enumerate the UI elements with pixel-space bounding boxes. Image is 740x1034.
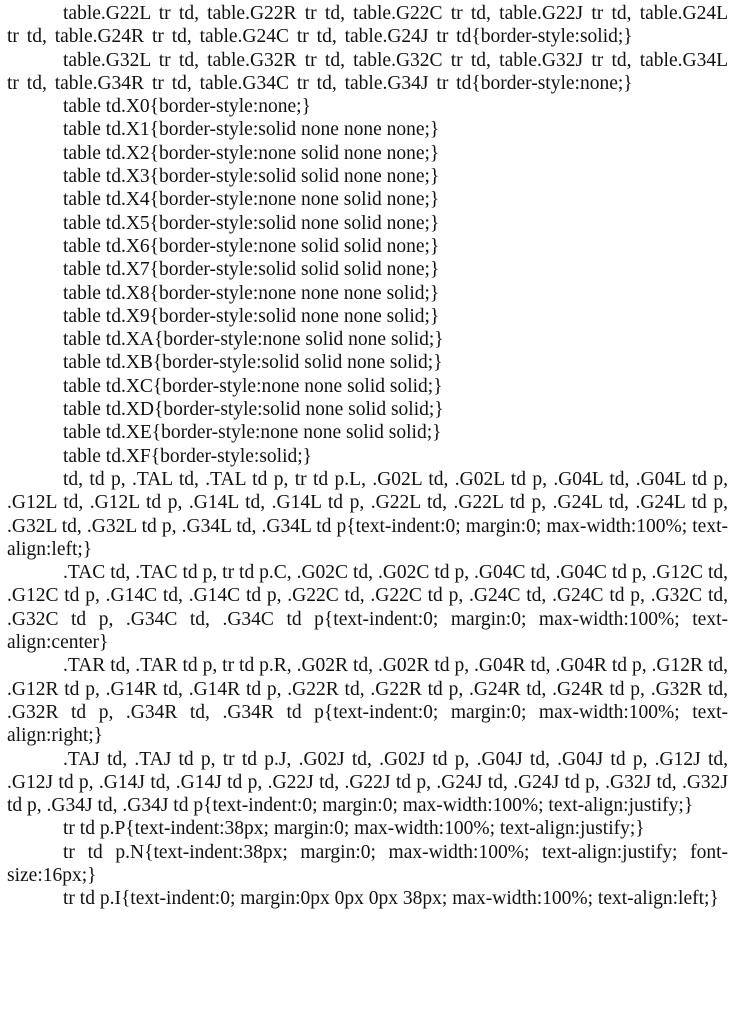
css-rule-line: table td.X0{border-style:none;} — [63, 96, 311, 118]
css-rule-line: table td.X4{border-style:none none solid none;} — [63, 189, 440, 211]
css-paragraph-i-class: tr td p.I{text-indent:0; margin:0px 0px 0px 38px; max-width:100%; text-align:left;} — [63, 888, 719, 910]
css-paragraph-justify-align: .TAJ td, .TAJ td p, tr td p.J, .G02J td, .G02J td p, .G04J td, .G04J td p, .G12J td, .G12J td p, .G14J td, .G14J td p, .G22J td, .G22J td p, .G24J td, .G24J td p, .G32J td, .G32J td p, .G34J td, .G34J td p{text-indent:0; margin:0; max-width:100%; text-align:justify;} — [7, 748, 728, 817]
css-rule-line: table td.XB{border-style:solid solid none solid;} — [63, 352, 443, 374]
css-paragraph-n-class: tr td p.N{text-indent:38px; margin:0; max-width:100%; text-align:justify; font-size:16px;} — [7, 841, 728, 886]
css-paragraph-left-align: td, td p, .TAL td, .TAL td p, tr td p.L, .G02L td, .G02L td p, .G04L td, .G04L td p, .G12L td, .G12L td p, .G14L td, .G14L td p, .G22L td, .G22L td p, .G24L td, .G24L td p, .G32L td, .G32L td p, .G34L td, .G34L td p{text-indent:0; margin:0; max-width:100%; text-align:left;} — [7, 468, 728, 560]
css-paragraph-right-align: .TAR td, .TAR td p, tr td p.R, .G02R td, .G02R td p, .G04R td, .G04R td p, .G12R td, .G12R td p, .G14R td, .G14R td p, .G22R td, .G22R td p, .G24R td, .G24R td p, .G32R td, .G32R td p, .G34R td, .G34R td p{text-indent:0; margin:0; max-width:100%; text-align:right;} — [7, 655, 728, 747]
css-rule-line: table td.X1{border-style:solid none none none;} — [63, 119, 440, 141]
css-rule-line: table td.X9{border-style:solid none none solid;} — [63, 305, 440, 327]
css-paragraph-g2x-borders: table.G22L tr td, table.G22R tr td, table.G22C tr td, table.G22J tr td, table.G24L tr td, table.G24R tr td, table.G24C tr td, table.G24J tr td{border-style:solid;} — [7, 3, 728, 48]
css-rule-line: table td.X6{border-style:none solid solid none;} — [63, 235, 440, 257]
css-paragraph-g3x-borders: table.G32L tr td, table.G32R tr td, table.G32C tr td, table.G32J tr td, table.G34L tr td, table.G34R tr td, table.G34C tr td, table.G34J tr td{border-style:none;} — [7, 49, 728, 94]
css-rule-line: table td.XF{border-style:solid;} — [63, 445, 313, 467]
border-style-rule-list — [7, 95, 728, 468]
css-rule-line: table td.X7{border-style:solid solid solid none;} — [63, 259, 440, 281]
css-rule-line: table td.XC{border-style:none none solid solid;} — [63, 375, 443, 397]
css-rule-line: table td.X2{border-style:none solid none none;} — [63, 142, 440, 164]
css-rule-line: table td.XE{border-style:none none solid solid;} — [63, 422, 442, 444]
css-paragraph-p-class: tr td p.P{text-indent:38px; margin:0; max-width:100%; text-align:justify;} — [63, 818, 645, 840]
css-paragraph-center-align: .TAC td, .TAC td p, tr td p.C, .G02C td, .G02C td p, .G04C td, .G04C td p, .G12C td, .G12C td p, .G14C td, .G14C td p, .G22C td, .G22C td p, .G24C td, .G24C td p, .G32C td, .G32C td p, .G34C td, .G34C td p{text-indent:0; margin:0; max-width:100%; text-align:center} — [7, 562, 728, 654]
css-rule-line: table td.X3{border-style:solid solid none none;} — [63, 166, 440, 188]
css-rule-line: table td.XD{border-style:solid none solid solid;} — [63, 399, 444, 421]
css-rule-line: table td.XA{border-style:none solid none solid;} — [63, 329, 444, 351]
css-rule-line: table td.X8{border-style:none none none solid;} — [63, 282, 440, 304]
css-rule-line: table td.X5{border-style:solid none solid none;} — [63, 212, 440, 234]
